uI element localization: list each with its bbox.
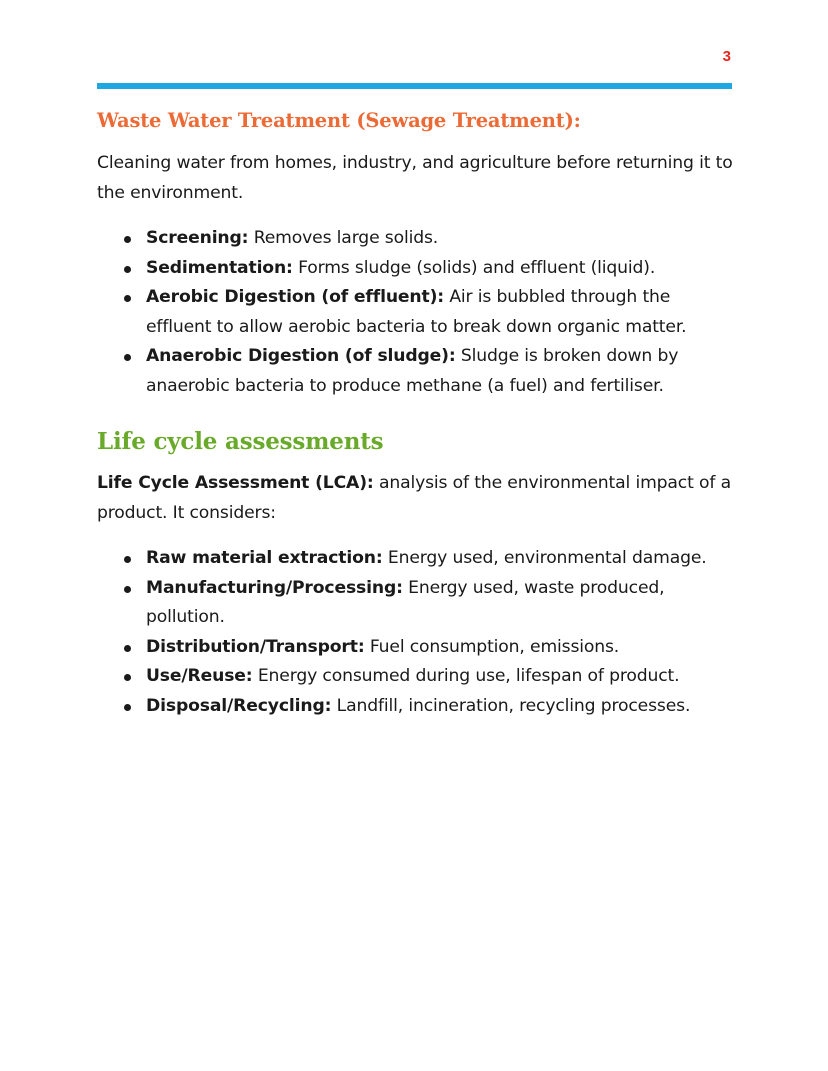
list-item-text: Removes large solids.	[248, 228, 439, 248]
list-item-term: Screening:	[146, 228, 249, 248]
list-item	[97, 692, 737, 722]
lca-stages-list	[97, 544, 737, 721]
list-item-term: Use/Reuse:	[146, 666, 253, 686]
section-heading-waste-water: Waste Water Treatment (Sewage Treatment):	[97, 109, 581, 132]
list-item-text: Landfill, incineration, recycling processes.	[331, 695, 691, 716]
bullet-icon	[124, 645, 131, 652]
header-rule	[97, 83, 732, 89]
list-item-term: Anaerobic Digestion (of sludge):	[146, 346, 456, 366]
list-item-text: Sludge is broken down by anaerobic bacteria to produce methane (a fuel) and fertiliser.	[146, 346, 679, 396]
list-item	[97, 254, 737, 284]
list-item-term: Distribution/Transport:	[146, 636, 365, 657]
list-item-text: Energy used, waste produced, pollution.	[146, 577, 665, 627]
list-item	[97, 544, 737, 574]
list-item-text: Energy used, environmental damage.	[382, 548, 707, 568]
page-content	[97, 109, 737, 721]
list-item-text: Forms sludge (solids) and effluent (liquid).	[292, 257, 656, 278]
bullet-icon	[124, 354, 131, 361]
list-item-term: Manufacturing/Processing:	[146, 577, 403, 598]
treatment-steps-list	[97, 224, 737, 401]
section-heading-life-cycle: Life cycle assessments	[97, 428, 384, 455]
page-number: 3	[722, 48, 731, 65]
bullet-icon	[124, 556, 131, 563]
list-item	[97, 224, 737, 254]
bullet-icon	[124, 674, 131, 681]
list-item	[97, 574, 737, 633]
list-item	[97, 283, 737, 342]
list-item-term: Sedimentation:	[146, 257, 293, 278]
list-item	[97, 633, 737, 663]
list-item-term: Disposal/Recycling:	[146, 695, 332, 716]
bullet-icon	[124, 236, 131, 243]
intro-text: analysis of the environmental impact of a product. It considers:	[97, 473, 731, 523]
list-item-text: Energy consumed during use, lifespan of product.	[252, 666, 680, 686]
list-item	[97, 342, 737, 401]
bullet-icon	[124, 704, 131, 711]
bullet-icon	[124, 295, 131, 302]
list-item-term: Aerobic Digestion (of effluent):	[146, 287, 444, 307]
bullet-icon	[124, 266, 131, 273]
list-item-text: Fuel consumption, emissions.	[364, 636, 620, 657]
list-item-text: Air is bubbled through the effluent to allow aerobic bacteria to break down organic matter.	[146, 287, 687, 337]
list-item	[97, 662, 737, 692]
section-intro-waste-water: Cleaning water from homes, industry, and agriculture before returning it to the environment.	[97, 153, 733, 203]
bullet-icon	[124, 586, 131, 593]
intro-term: Life Cycle Assessment (LCA):	[97, 473, 374, 493]
list-item-term: Raw material extraction:	[146, 548, 383, 568]
section-intro-life-cycle	[97, 469, 737, 528]
